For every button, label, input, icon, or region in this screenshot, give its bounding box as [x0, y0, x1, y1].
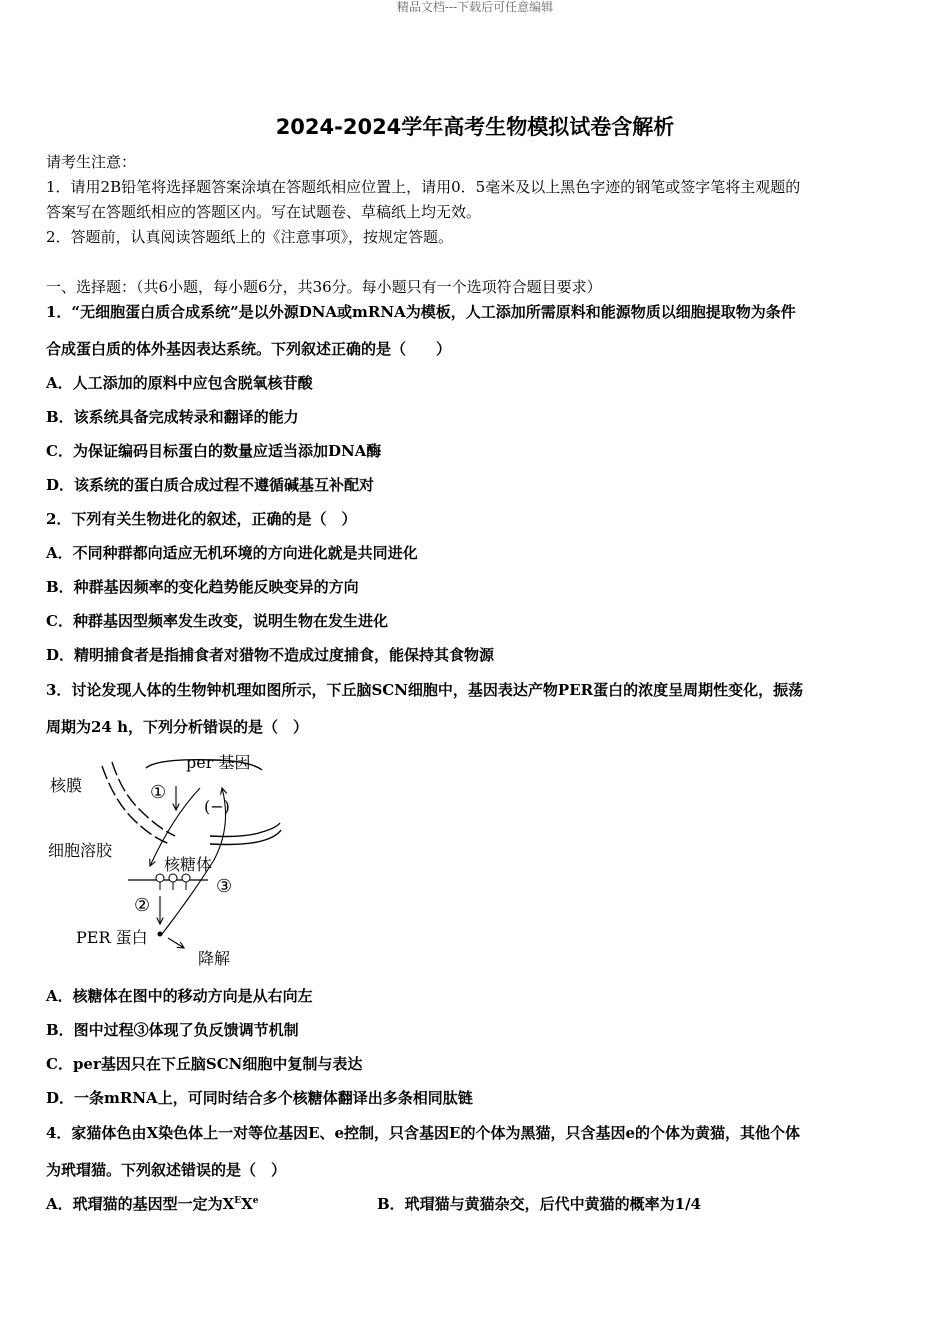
notice-heading: 请考生注意：	[46, 153, 137, 171]
q3-option-c: C．per基因只在下丘脑SCN细胞中复制与表达	[46, 1055, 363, 1073]
q2-option-c: C．种群基因型频率发生改变，说明生物在发生进化	[46, 612, 388, 630]
q3-option-a: A．核糖体在图中的移动方向是从右向左	[46, 987, 313, 1005]
per-protein-label: PER 蛋白	[76, 928, 148, 947]
q4-option-a: A．玳瑁猫的基因型一定为$X^EXe$	[46, 1195, 259, 1213]
step3-label: ③	[216, 876, 233, 897]
q3-option-b: B．图中过程③体现了负反馈调节机制	[46, 1021, 299, 1039]
section-heading: 一、选择题：（共6小题，每小题6分，共36分。每小题只有一个选项符合题目要求）	[46, 278, 602, 296]
ribosome-group	[156, 874, 190, 890]
notice-item-1-line-2: 答案写在答题纸相应的答题区内。写在试题卷、草稿纸上均无效。	[46, 203, 482, 221]
header-note: 精品文档---下载后可任意编辑	[396, 0, 554, 14]
q1-option-d: D．该系统的蛋白质合成过程不遵循碱基互补配对	[46, 476, 375, 494]
nuclear-membrane	[102, 762, 281, 845]
q2-option-a: A．不同种群都向适应无机环境的方向进化就是共同进化	[46, 544, 418, 562]
per-protein-dot	[158, 932, 163, 937]
q2-option-d: D．精明捕食者是指捕食者对猎物不造成过度捕食，能保持其食物源	[46, 646, 495, 664]
q1-stem-line-1: 1．“无细胞蛋白质合成系统”是以外源DNA或mRNA为模板，人工添加所需原料和能源物质以细胞提取物为条件	[46, 303, 796, 321]
notice-item-2: 2．答题前，认真阅读答题纸上的《注意事项》，按规定答题。	[46, 228, 454, 246]
step2-label: ②	[134, 895, 151, 916]
q4-stem-line-1: 4．家猫体色由X染色体上一对等位基因E、e控制，只含基因E的个体为黑猫，只含基因e的个体为黄猫，其他个体	[46, 1124, 801, 1142]
degrade-arrow	[168, 938, 184, 948]
negative-feedback-label: (−)	[204, 797, 230, 816]
biological-clock-diagram	[40, 748, 300, 973]
q3-stem-line-2: 周期为24 h，下列分析错误的是（ ）	[46, 718, 309, 736]
q4-stem-line-2: 为玳瑁猫。下列叙述错误的是（ ）	[46, 1161, 287, 1179]
q1-option-c: C．为保证编码目标蛋白的数量应适当添加DNA酶	[46, 442, 382, 460]
q4-option-b: B．玳瑁猫与黄猫杂交，后代中黄猫的概率为1/4	[377, 1195, 702, 1213]
q1-stem-line-2: 合成蛋白质的体外基因表达系统。下列叙述正确的是（ ）	[46, 340, 452, 358]
notice-item-1-line-1: 1．请用2B铅笔将选择题答案涂填在答题纸相应位置上，请用0．5毫米及以上黑色字迹的钢笔或签字笔将主观题的	[46, 178, 801, 196]
document-title: 2024-2024学年高考生物模拟试卷含解析	[275, 115, 675, 139]
q3-stem-line-1: 3．讨论发现人体的生物钟机理如图所示，下丘脑SCN细胞中，基因表达产物PER蛋白的浓度呈周期性变化，振荡	[46, 681, 804, 699]
q1-option-a: A．人工添加的原料中应包含脱氧核苷酸	[46, 374, 313, 392]
ribosome-label: 核糖体	[164, 855, 213, 874]
q2-option-b: B．种群基因频率的变化趋势能反映变异的方向	[46, 578, 359, 596]
nuclear-membrane-label: 核膜	[50, 776, 83, 795]
q2-stem: 2．下列有关生物进化的叙述，正确的是（ ）	[46, 510, 357, 528]
step1-label: ①	[150, 782, 167, 803]
q3-option-d: D．一条mRNA上，可同时结合多个核糖体翻译出多条相同肽链	[46, 1089, 473, 1107]
per-gene-label: per 基因	[186, 753, 251, 772]
q1-option-b: B．该系统具备完成转录和翻译的能力	[46, 408, 299, 426]
degrade-label: 降解	[198, 949, 231, 968]
cytosol-label: 细胞溶胶	[48, 841, 113, 860]
